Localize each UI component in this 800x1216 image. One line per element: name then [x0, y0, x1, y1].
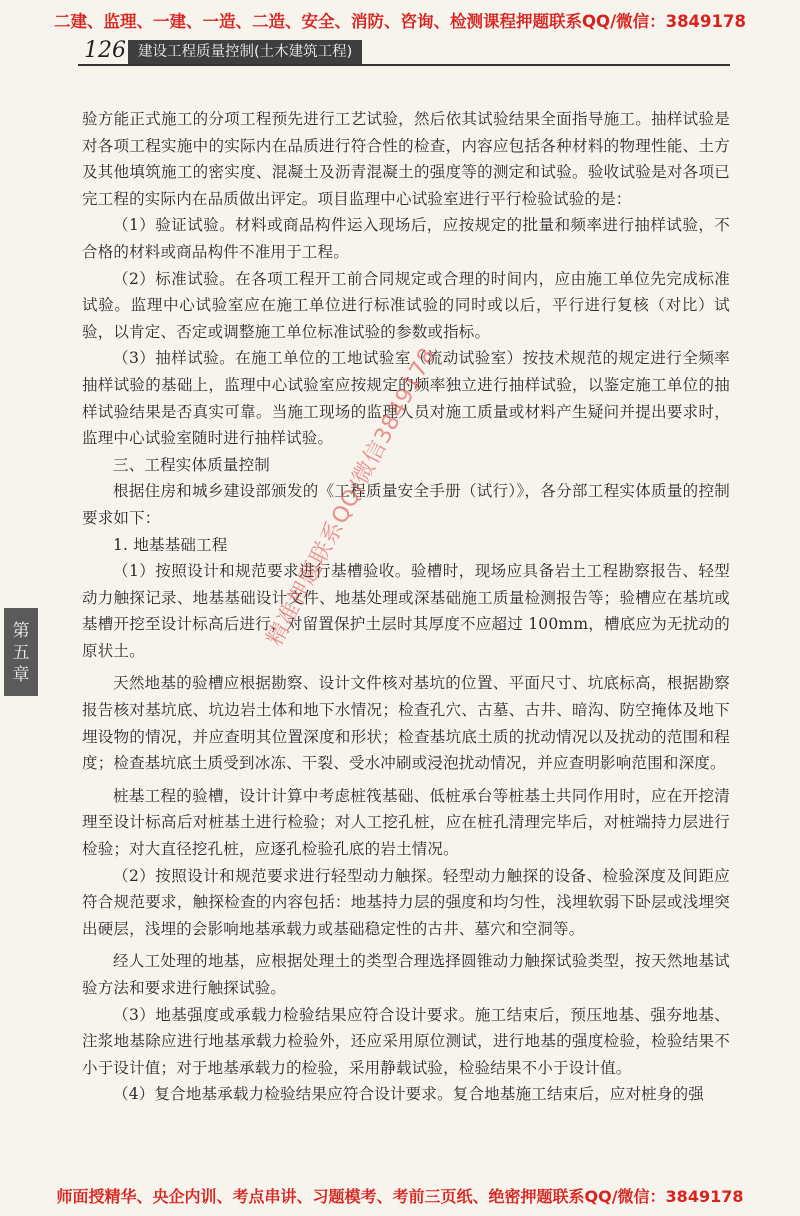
top-advertisement: 二建、监理、一建、一造、二造、安全、消防、咨询、检测课程押题联系QQ/微信：3849178 — [54, 12, 746, 31]
paragraph: 根据住房和城乡建设部颁发的《工程质量安全手册（试行）》，各分部工程实体质量的控制要求如下： — [82, 482, 730, 527]
paragraph: （1）按照设计和规范要求进行基槽验收。验槽时，现场应具备岩土工程勘察报告、轻型动力触探记录、地基基础设计文件、地基处理或深基础施工质量检测报告等；验槽应在基坑或基槽开挖至设计标高后进行，对留置保护土层时其厚度不应超过 100mm，槽底应为无扰动的原状土。 — [82, 562, 730, 660]
paragraph: 天然地基的验槽应根据勘察、设计文件核对基坑的位置、平面尺寸、坑底标高，根据勘察报告核对基坑底、坑边岩土体和地下水情况；检查孔穴、古墓、古井、暗沟、防空掩体及地下埋设物的情况，并应查明其位置深度和形状；检查基坑底土质的扰动情况以及扰动的范围和程度；检查基坑底土质受到冰冻、干裂、受水冲刷或浸泡扰动情况，并应查明影响范围和深度。 — [82, 674, 730, 773]
chapter-tab-char: 第 — [12, 621, 30, 641]
paragraph: （4）复合地基承载力检验结果应符合设计要求。复合地基施工结束后，应对桩身的强 — [113, 1085, 704, 1104]
paragraph: 桩基工程的验槽，设计计算中考虑桩筏基础、低桩承台等桩基土共同作用时，应在开挖清理至设计标高后对桩基土进行检验；对人工挖孔桩，应在桩孔清理完毕后，对桩端持力层进行检验；对大直径挖孔桩，应逐孔检验孔底的岩土情况。 — [82, 786, 730, 859]
section-heading: 三、工程实体质量控制 — [113, 455, 271, 474]
bottom-advertisement: 师面授精华、央企内训、考点串讲、习题模考、考前三页纸、绝密押题联系QQ/微信：3849178 — [56, 1187, 744, 1206]
header-rule — [78, 64, 730, 66]
paragraph: 验方能正式施工的分项工程预先进行工艺试验，然后依其试验结果全面指导施工。抽样试验是对各项工程实施中的实际内在品质进行符合性的检查，内容应包括各种材料的物理性能、土方及其他填筑施工的密实度、混凝土及沥青混凝土的强度等的测定和试验。验收试验是对各项已完工程的实际内在品质做出评定。项目监理中心试验室进行平行检验试验的是： — [82, 110, 730, 208]
chapter-tab-char: 章 — [12, 665, 30, 685]
paragraph: 经人工处理的地基，应根据处理土的类型合理选择圆锥动力触探试验类型，按天然地基试验方法和要求进行触探试验。 — [82, 952, 730, 997]
paragraph: （1）验证试验。材料或商品构件运入现场后，应按规定的批量和频率进行抽样试验，不合格的材料或商品构件不准用于工程。 — [82, 216, 730, 261]
paragraph: （2）标准试验。在各项工程开工前合同规定或合理的时间内，应由施工单位先完成标准试验。监理中心试验室应在施工单位进行标准试验的同时或以后，平行进行复核（对比）试验，以肯定、否定或调整施工单位标准试验的参数或指标。 — [82, 269, 730, 341]
paragraph: （2）按照设计和规范要求进行轻型动力触探。轻型动力触探的设备、检验深度及间距应符合规范要求，触探检查的内容包括：地基持力层的强度和均匀性，浅埋软弱下卧层或浅埋突出硬层，浅埋的会影响地基承载力或基础稳定性的古井、墓穴和空洞等。 — [82, 866, 730, 938]
body-text — [82, 106, 730, 1108]
chapter-tab-char: 五 — [12, 643, 30, 663]
watermark: 精准押题联系QQ/微信3849178 — [262, 343, 442, 651]
subsection-heading: 1. 地基基础工程 — [113, 535, 228, 554]
page-number: 126 — [84, 38, 126, 63]
chapter-tab — [4, 608, 38, 696]
running-title: 建设工程质量控制(土木建筑工程) — [128, 40, 362, 64]
paragraph: （3）抽样试验。在施工单位的工地试验室（流动试验室）按技术规范的规定进行全频率抽样试验的基础上，监理中心试验室应按规定的频率独立进行抽样试验，以鉴定施工单位的抽样试验结果是否真实可靠。当施工现场的监理人员对施工质量或材料产生疑问并提出要求时，监理中心试验室随时进行抽样试验。 — [82, 349, 730, 448]
paragraph: （3）地基强度或承载力检验结果应符合设计要求。施工结束后，预压地基、强夯地基、注浆地基除应进行地基承载力检验外，还应采用原位测试，进行地基的强度检验，检验结果不小于设计值；对于地基承载力的检验，采用静载试验，检验结果不小于设计值。 — [82, 1005, 730, 1077]
